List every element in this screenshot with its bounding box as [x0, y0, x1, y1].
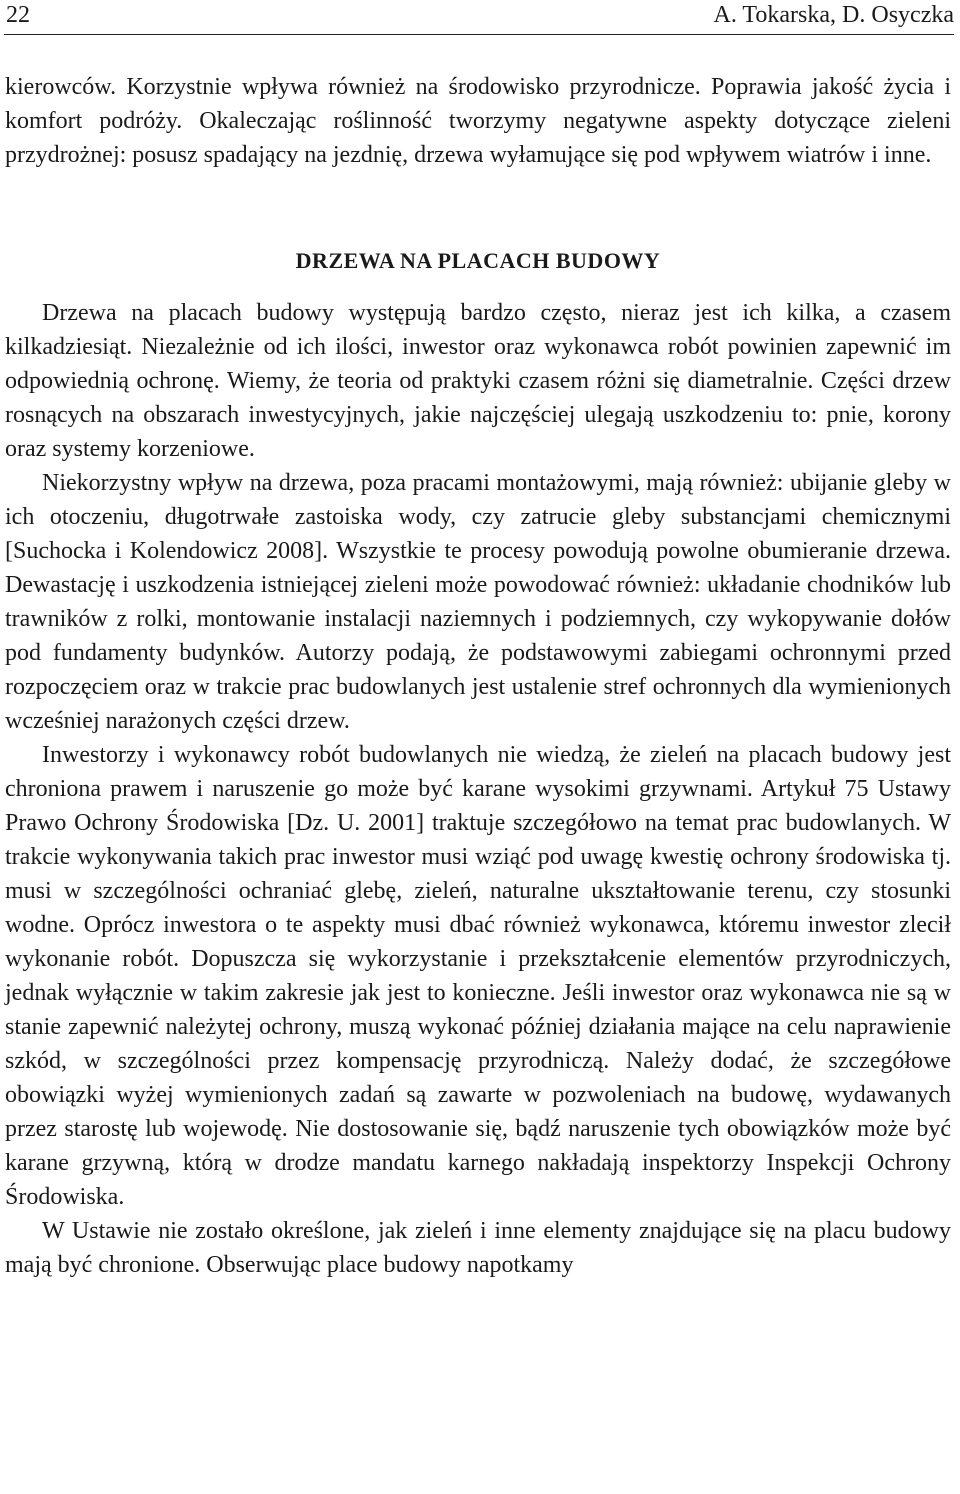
running-header-authors: A. Tokarska, D. Osyczka [713, 2, 954, 28]
paragraph-continuation: kierowców. Korzystnie wpływa również na środowisko przyrodnicze. Poprawia jakość życia i komfort podróży. Okaleczając roślinność tworzymy negatywne aspekty dotyczące zieleni przydrożnej: posusz spadający na jezdnię, drzewa wyłamujące się pod wpływem wiatrów i inne. [5, 74, 951, 168]
paragraph: Drzewa na placach budowy występują bardzo często, nieraz jest ich kilka, a czasem kilkadziesiąt. Niezależnie od ich ilości, inwestor oraz wykonawca robót powinien zapewnić im odpowiednią ochronę. Wiemy, że teoria od praktyki czasem różni się diametralnie. Części drzew rosnących na obszarach inwestycyjnych, jakie najczęściej ulegają uszkodzeniu to: pnie, korony oraz systemy korzeniowe. [5, 300, 951, 462]
paragraph: Inwestorzy i wykonawcy robót budowlanych nie wiedzą, że zieleń na placach budowy jest chroniona prawem i naruszenie go może być karane wysokimi grzywnami. Artykuł 75 Ustawy Prawo Ochrony Środowiska [Dz. U. 2001] traktuje szczegółowo na temat prac budowlanych. W trakcie wykonywania takich prac inwestor musi wziąć pod uwagę kwestię ochrony środowiska tj. musi w szczególności ochraniać glebę, zieleń, naturalne ukształtowanie terenu, czy stosunki wodne. Oprócz inwestora o te aspekty musi dbać również wykonawca, któremu inwestor zlecił wykonanie robót. Dopuszcza się wykorzystanie i przekształcenie elementów przyrodniczych, jednak wyłącznie w takim zakresie jak jest to konieczne. Jeśli inwestor oraz wykonawca nie są w stanie zapewnić należytej ochrony, muszą wykonać później działania mające na celu naprawienie szkód, w szczególności przez kompensację przyrodniczą. Należy dodać, że szczegółowe obowiązki wyżej wymienionych zadań są zawarte w pozwoleniach na budowę, wydawanych przez starostę lub wojewodę. Nie dostosowanie się, bądź naruszenie tych obowiązków może być karane grzywną, którą w drodze mandatu karnego nakładają inspektorzy Inspekcji Ochrony Środowiska. [5, 742, 951, 1210]
paragraph: W Ustawie nie zostało określone, jak zieleń i inne elementy znajdujące się na placu budowy mają być chronione. Obserwując place budowy napotkamy [5, 1218, 951, 1278]
section-heading [5, 244, 951, 278]
page-number: 22 [6, 2, 30, 28]
running-header [4, 0, 954, 35]
section-heading-text: DRZEWA NA PLACACH BUDOWY [295, 248, 661, 273]
paragraph: Niekorzystny wpływ na drzewa, poza pracami montażowymi, mają również: ubijanie gleby w ich otoczeniu, długotrwałe zastoiska wody, czy zatrucie gleby substancjami chemicznymi [Suchocka i Kolendowicz 2008]. Wszystkie te procesy powodują powolne obumieranie drzewa. Dewastację i uszkodzenia istniejącej zieleni może powodować również: układanie chodników lub trawników z rolki, montowanie instalacji naziemnych i podziemnych, czy wykopywanie dołów pod fundamenty budynków. Autorzy podają, że podstawowymi zabiegami ochronnymi przed rozpoczęciem oraz w trakcie prac budowlanych jest ustalenie stref ochronnych dla wymienionych wcześniej narażonych części drzew. [5, 470, 951, 734]
body-text [5, 70, 951, 1282]
